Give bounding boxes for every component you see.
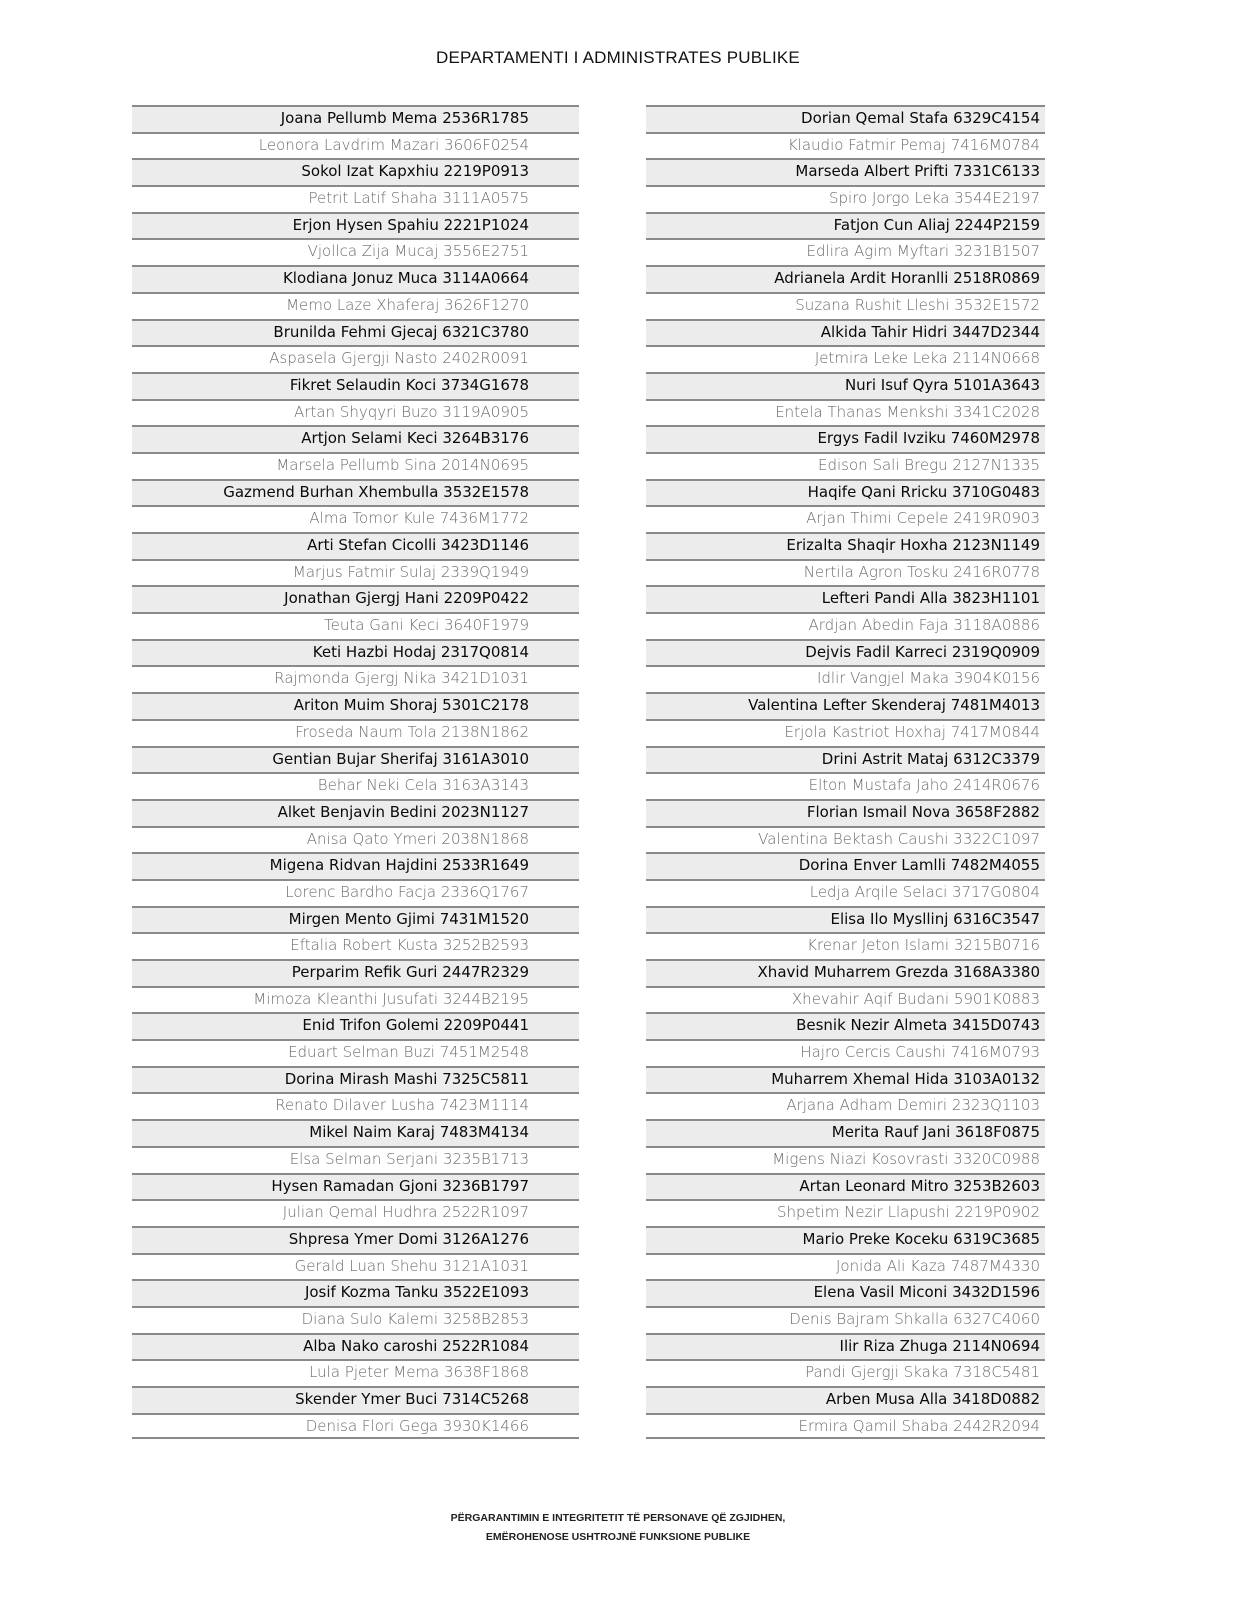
list-item: Julian Qemal Hudhra 2522R1097 <box>132 1199 579 1226</box>
list-item: Arjan Thimi Cepele 2419R0903 <box>646 505 1045 532</box>
list-item: Petrit Latif Shaha 3111A0575 <box>132 185 579 212</box>
list-item: Ilir Riza Zhuga 2114N0694 <box>646 1333 1045 1360</box>
list-item: Artan Leonard Mitro 3253B2603 <box>646 1173 1045 1200</box>
list-item: Denis Bajram Shkalla 6327C4060 <box>646 1306 1045 1333</box>
list-item: Suzana Rushit Lleshi 3532E1572 <box>646 292 1045 319</box>
list-item: Valentina Lefter Skenderaj 7481M4013 <box>646 692 1045 719</box>
list-item: Klaudio Fatmir Pemaj 7416M0784 <box>646 132 1045 159</box>
list-item: Klodiana Jonuz Muca 3114A0664 <box>132 265 579 292</box>
list-item: Josif Kozma Tanku 3522E1093 <box>132 1279 579 1306</box>
list-item: Dorian Qemal Stafa 6329C4154 <box>646 105 1045 132</box>
list-item: Valentina Bektash Caushi 3322C1097 <box>646 826 1045 853</box>
list-item: Jetmira Leke Leka 2114N0668 <box>646 345 1045 372</box>
footer-line-2: EMËROHENOSE USHTROJNË FUNKSIONE PUBLIKE <box>485 1531 751 1543</box>
list-item: Arjana Adham Demiri 2323Q1103 <box>646 1092 1045 1119</box>
list-item: Marsela Pellumb Sina 2014N0695 <box>132 452 579 479</box>
list-item: Sokol Izat Kapxhiu 2219P0913 <box>132 158 579 185</box>
list-item: Teuta Gani Keci 3640F1979 <box>132 612 579 639</box>
list-item: Aspasela Gjergji Nasto 2402R0091 <box>132 345 579 372</box>
list-item: Pandi Gjergji Skaka 7318C5481 <box>646 1359 1045 1386</box>
list-item: Ardjan Abedin Faja 3118A0886 <box>646 612 1045 639</box>
list-item: Spiro Jorgo Leka 3544E2197 <box>646 185 1045 212</box>
list-item: Jonathan Gjergj Hani 2209P0422 <box>132 585 579 612</box>
list-item: Renato Dilaver Lusha 7423M1114 <box>132 1092 579 1119</box>
list-item: Erjon Hysen Spahiu 2221P1024 <box>132 212 579 239</box>
list-item: Elton Mustafa Jaho 2414R0676 <box>646 772 1045 799</box>
list-item: Merita Rauf Jani 3618F0875 <box>646 1119 1045 1146</box>
list-item: Florian Ismail Nova 3658F2882 <box>646 799 1045 826</box>
list-item: Alket Benjavin Bedini 2023N1127 <box>132 799 579 826</box>
list-item: Drini Astrit Mataj 6312C3379 <box>646 746 1045 773</box>
list-item: Fatjon Cun Aliaj 2244P2159 <box>646 212 1045 239</box>
list-item: Migens Niazi Kosovrasti 3320C0988 <box>646 1146 1045 1173</box>
list-item: Muharrem Xhemal Hida 3103A0132 <box>646 1066 1045 1093</box>
list-item: Lorenc Bardho Facja 2336Q1767 <box>132 879 579 906</box>
list-item: Eduart Selman Buzi 7451M2548 <box>132 1039 579 1066</box>
list-item: Leonora Lavdrim Mazari 3606F0254 <box>132 132 579 159</box>
list-item: Lula Pjeter Mema 3638F1868 <box>132 1359 579 1386</box>
list-item: Shpresa Ymer Domi 3126A1276 <box>132 1226 579 1253</box>
list-item: Erizalta Shaqir Hoxha 2123N1149 <box>646 532 1045 559</box>
list-item: Behar Neki Cela 3163A3143 <box>132 772 579 799</box>
list-item: Gentian Bujar Sherifaj 3161A3010 <box>132 746 579 773</box>
list-item: Artan Shyqyri Buzo 3119A0905 <box>132 399 579 426</box>
list-item: Froseda Naum Tola 2138N1862 <box>132 719 579 746</box>
list-item: Hajro Cercis Caushi 7416M0793 <box>646 1039 1045 1066</box>
list-item: Perparim Refik Guri 2447R2329 <box>132 959 579 986</box>
list-item: Dorina Mirash Mashi 7325C5811 <box>132 1066 579 1093</box>
list-item: Xhevahir Aqif Budani 5901K0883 <box>646 986 1045 1013</box>
list-item: Jonida Ali Kaza 7487M4330 <box>646 1253 1045 1280</box>
list-item: Ergys Fadil Ivziku 7460M2978 <box>646 425 1045 452</box>
list-item: Krenar Jeton Islami 3215B0716 <box>646 932 1045 959</box>
list-item: Alba Nako caroshi 2522R1084 <box>132 1333 579 1360</box>
left-name-list <box>132 105 579 1439</box>
list-item: Artjon Selami Keci 3264B3176 <box>132 425 579 452</box>
list-item: Arben Musa Alla 3418D0882 <box>646 1386 1045 1413</box>
list-item: Mimoza Kleanthi Jusufati 3244B2195 <box>132 986 579 1013</box>
list-item: Vjollca Zija Mucaj 3556E2751 <box>132 238 579 265</box>
list-item: Nertila Agron Tosku 2416R0778 <box>646 559 1045 586</box>
list-item: Elsa Selman Serjani 3235B1713 <box>132 1146 579 1173</box>
list-item: Denisa Flori Gega 3930K1466 <box>132 1413 579 1440</box>
list-item: Shpetim Nezir Llapushi 2219P0902 <box>646 1199 1045 1226</box>
list-item: Mario Preke Koceku 6319C3685 <box>646 1226 1045 1253</box>
list-item: Keti Hazbi Hodaj 2317Q0814 <box>132 639 579 666</box>
list-item: Diana Sulo Kalemi 3258B2853 <box>132 1306 579 1333</box>
list-item: Idlir Vangjel Maka 3904K0156 <box>646 665 1045 692</box>
list-item: Entela Thanas Menkshi 3341C2028 <box>646 399 1045 426</box>
list-item: Nuri Isuf Qyra 5101A3643 <box>646 372 1045 399</box>
list-item: Ermira Qamil Shaba 2442R2094 <box>646 1413 1045 1440</box>
list-item: Lefteri Pandi Alla 3823H1101 <box>646 585 1045 612</box>
list-item: Memo Laze Xhaferaj 3626F1270 <box>132 292 579 319</box>
list-item: Elena Vasil Miconi 3432D1596 <box>646 1279 1045 1306</box>
list-item: Brunilda Fehmi Gjecaj 6321C3780 <box>132 319 579 346</box>
list-item: Ledja Arqile Selaci 3717G0804 <box>646 879 1045 906</box>
list-item: Enid Trifon Golemi 2209P0441 <box>132 1012 579 1039</box>
list-item: Mikel Naim Karaj 7483M4134 <box>132 1119 579 1146</box>
list-item: Alma Tomor Kule 7436M1772 <box>132 505 579 532</box>
list-item: Hysen Ramadan Gjoni 3236B1797 <box>132 1173 579 1200</box>
list-item: Anisa Qato Ymeri 2038N1868 <box>132 826 579 853</box>
list-item: Fikret Selaudin Koci 3734G1678 <box>132 372 579 399</box>
list-item: Eftalia Robert Kusta 3252B2593 <box>132 932 579 959</box>
list-item: Migena Ridvan Hajdini 2533R1649 <box>132 852 579 879</box>
list-item: Edison Sali Bregu 2127N1335 <box>646 452 1045 479</box>
list-item: Erjola Kastriot Hoxhaj 7417M0844 <box>646 719 1045 746</box>
right-name-list <box>646 105 1045 1439</box>
list-item: Dejvis Fadil Karreci 2319Q0909 <box>646 639 1045 666</box>
list-item: Ariton Muim Shoraj 5301C2178 <box>132 692 579 719</box>
list-item: Alkida Tahir Hidri 3447D2344 <box>646 319 1045 346</box>
list-item: Skender Ymer Buci 7314C5268 <box>132 1386 579 1413</box>
list-item: Xhavid Muharrem Grezda 3168A3380 <box>646 959 1045 986</box>
list-item: Elisa Ilo Mysllinj 6316C3547 <box>646 906 1045 933</box>
list-item: Edlira Agim Myftari 3231B1507 <box>646 238 1045 265</box>
list-item: Marjus Fatmir Sulaj 2339Q1949 <box>132 559 579 586</box>
list-item: Marseda Albert Prifti 7331C6133 <box>646 158 1045 185</box>
list-item: Besnik Nezir Almeta 3415D0743 <box>646 1012 1045 1039</box>
list-item: Arti Stefan Cicolli 3423D1146 <box>132 532 579 559</box>
footer-line-1: PËRGARANTIMIN E INTEGRITETIT TË PERSONAVE QË ZGJIDHEN, <box>450 1512 786 1524</box>
list-item: Gazmend Burhan Xhembulla 3532E1578 <box>132 479 579 506</box>
list-item: Dorina Enver Lamlli 7482M4055 <box>646 852 1045 879</box>
page-title: DEPARTAMENTI I ADMINISTRATES PUBLIKE <box>436 48 800 67</box>
list-item: Rajmonda Gjergj Nika 3421D1031 <box>132 665 579 692</box>
list-item: Adrianela Ardit Horanlli 2518R0869 <box>646 265 1045 292</box>
list-item: Haqife Qani Rricku 3710G0483 <box>646 479 1045 506</box>
list-item: Joana Pellumb Mema 2536R1785 <box>132 105 579 132</box>
list-item: Gerald Luan Shehu 3121A1031 <box>132 1253 579 1280</box>
list-item: Mirgen Mento Gjimi 7431M1520 <box>132 906 579 933</box>
